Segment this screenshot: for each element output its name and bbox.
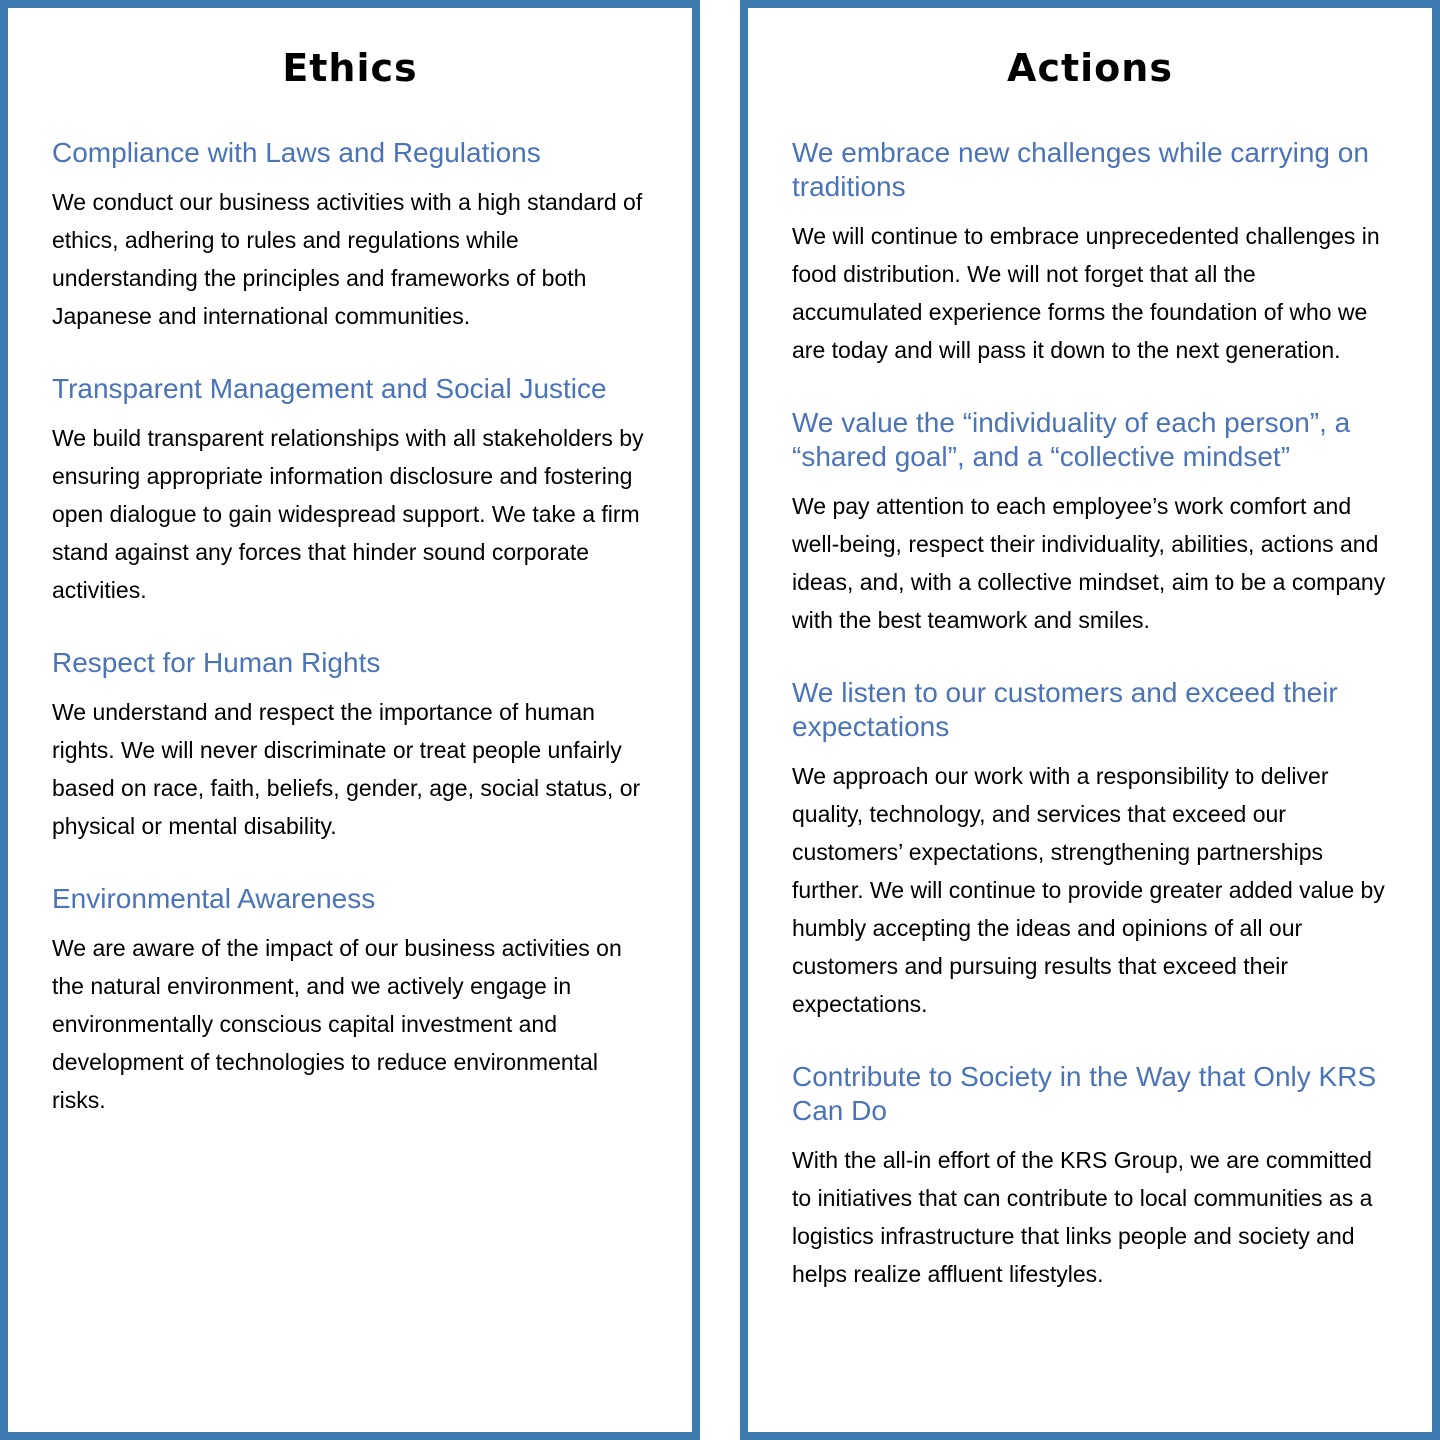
section-heading: We value the “individuality of each person”, a “shared goal”, and a “collective mindset” xyxy=(792,407,1351,472)
section-heading: We listen to our customers and exceed their expectations xyxy=(792,677,1338,742)
section-heading: Environmental Awareness xyxy=(52,883,376,914)
section-body: We will continue to embrace unprecedented challenges in food distribution. We will not forget that all the accumulated experience forms the foundation of who we are today and will pass it down to the next generation. xyxy=(792,223,1380,363)
ethics-section-compliance xyxy=(52,136,652,335)
ethics-section-transparency xyxy=(52,372,652,609)
section-body: We understand and respect the importance of human rights. We will never discriminate or treat people unfairly based on race, faith, beliefs, gender, age, social status, or physical or mental disability. xyxy=(52,699,641,839)
ethics-section-environment xyxy=(52,882,652,1119)
section-heading: Compliance with Laws and Regulations xyxy=(52,137,541,168)
ethics-title: Ethics xyxy=(282,46,418,90)
section-body: We build transparent relationships with all stakeholders by ensuring appropriate information disclosure and fostering open dialogue to gain widespread support. We take a firm stand against any forces that hinder sound corporate activities. xyxy=(52,425,644,603)
section-body: We conduct our business activities with a high standard of ethics, adhering to rules and regulations while understanding the principles and frameworks of both Japanese and international communities. xyxy=(52,189,643,329)
section-heading: Transparent Management and Social Justice xyxy=(52,373,607,404)
section-body: We pay attention to each employee’s work comfort and well-being, respect their individuality, abilities, actions and ideas, and, with a collective mindset, aim to be a company with the best teamwork and smiles. xyxy=(792,493,1386,633)
section-body: We approach our work with a responsibility to deliver quality, technology, and services that exceed our customers’ expectations, strengthening partnerships further. We will continue to provide greater added value by humbly accepting the ideas and opinions of all our customers and pursuing results that exceed their expectations. xyxy=(792,763,1385,1017)
ethics-panel xyxy=(0,0,700,1440)
ethics-sections xyxy=(52,136,652,1156)
ethics-section-human-rights xyxy=(52,646,652,845)
actions-section-individuality xyxy=(792,406,1392,639)
section-heading: We embrace new challenges while carrying on traditions xyxy=(792,137,1369,202)
section-body: With the all-in effort of the KRS Group, we are committed to initiatives that can contribute to local communities as a logistics infrastructure that links people and society and helps realize affluent lifestyles. xyxy=(792,1147,1373,1287)
section-heading: Contribute to Society in the Way that Only KRS Can Do xyxy=(792,1061,1377,1126)
actions-sections xyxy=(792,136,1392,1330)
actions-section-challenges xyxy=(792,136,1392,369)
actions-section-society xyxy=(792,1060,1392,1293)
section-heading: Respect for Human Rights xyxy=(52,647,381,678)
actions-section-customers xyxy=(792,676,1392,1023)
section-body: We are aware of the impact of our business activities on the natural environment, and we actively engage in environmentally conscious capital investment and development of technologies to reduce environmental risks. xyxy=(52,935,622,1113)
actions-title: Actions xyxy=(1007,46,1173,90)
actions-panel xyxy=(740,0,1440,1440)
